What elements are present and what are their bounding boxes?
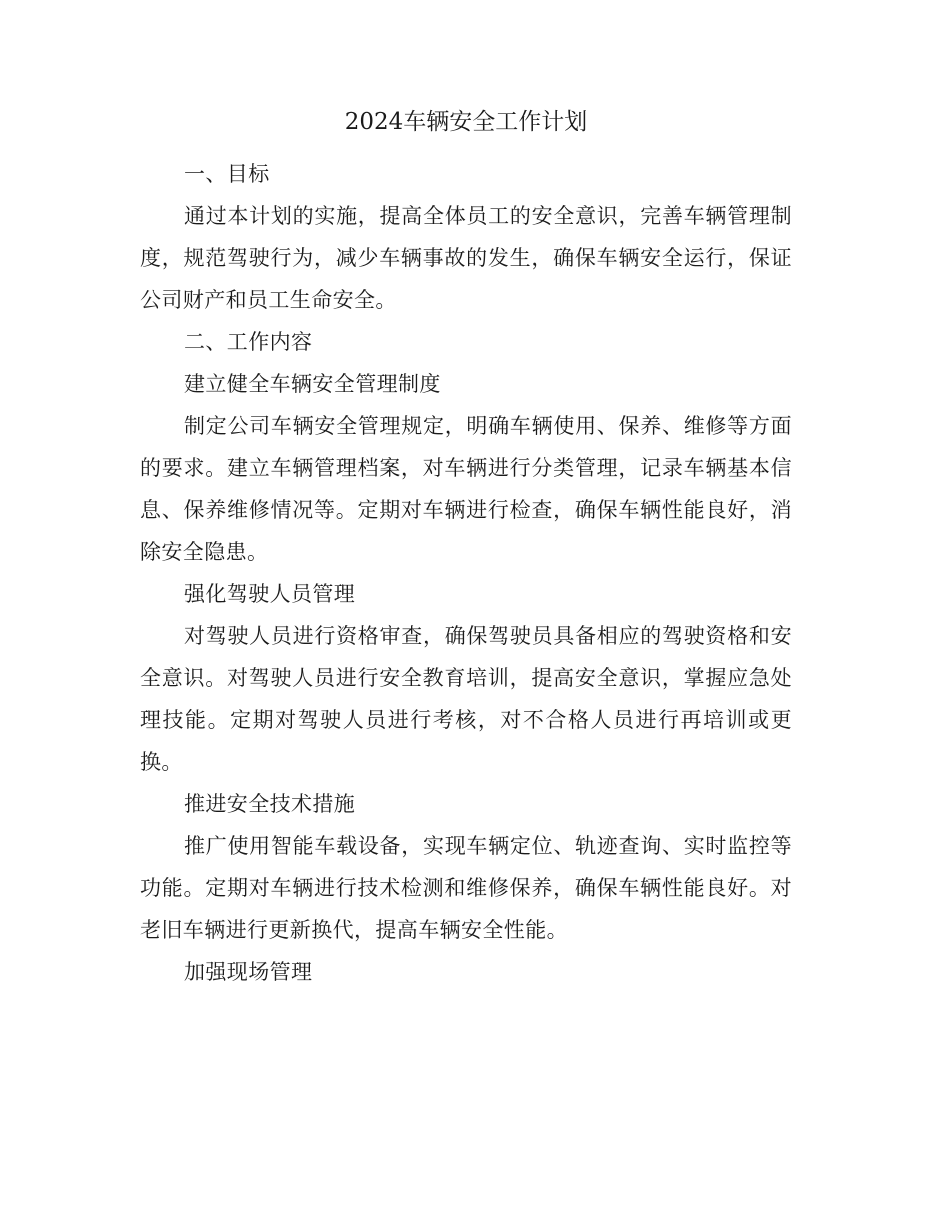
paragraph-safety-technology: 推广使用智能车载设备，实现车辆定位、轨迹查询、实时监控等功能。定期对车辆进行技术检测和维修保养，确保车辆性能良好。对老旧车辆进行更新换代，提高车辆安全性能。 <box>140 834 792 942</box>
subheading-management-system: 建立健全车辆安全管理制度 <box>184 372 441 396</box>
paragraph-driver-management: 对驾驶人员进行资格审查，确保驾驶员具备相应的驾驶资格和安全意识。对驾驶人员进行安全教育培训，提高安全意识，掌握应急处理技能。定期对驾驶人员进行考核，对不合格人员进行再培训或更换。 <box>140 624 792 774</box>
paragraph-management-system: 制定公司车辆安全管理规定，明确车辆使用、保养、维修等方面的要求。建立车辆管理档案，对车辆进行分类管理，记录车辆基本信息、保养维修情况等。定期对车辆进行检查，确保车辆性能良好，消除安全隐患。 <box>140 414 792 564</box>
section-heading-goal: 一、目标 <box>184 162 270 186</box>
section-heading-work-content: 二、工作内容 <box>184 330 313 354</box>
document-title: 2024车辆安全工作计划 <box>344 109 588 135</box>
document-page <box>140 101 792 993</box>
subheading-driver-management: 强化驾驶人员管理 <box>184 582 356 606</box>
subheading-safety-technology: 推进安全技术措施 <box>184 792 356 816</box>
paragraph-goal: 通过本计划的实施，提高全体员工的安全意识，完善车辆管理制度，规范驾驶行为，减少车辆事故的发生，确保车辆安全运行，保证公司财产和员工生命安全。 <box>140 204 792 312</box>
subheading-site-management: 加强现场管理 <box>184 960 313 984</box>
